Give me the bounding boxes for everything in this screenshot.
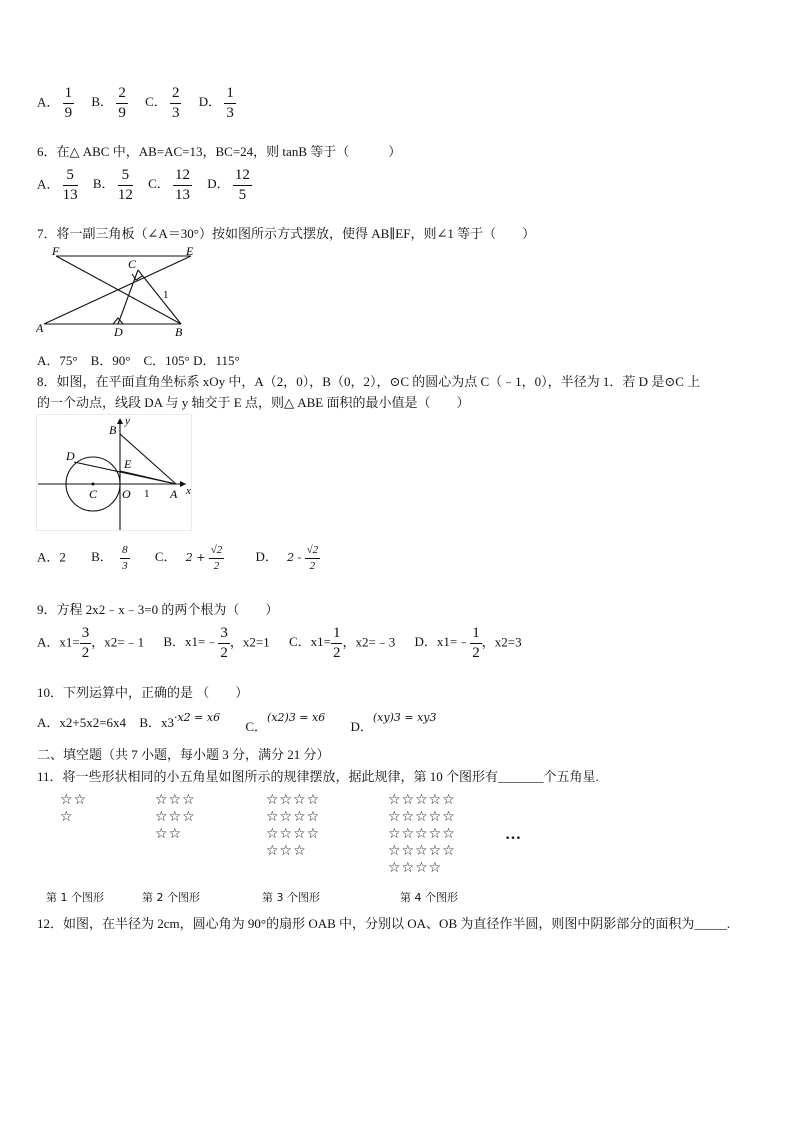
q9-stem: 9．方程 2x2﹣x﹣3=0 的两个根为（ ） <box>37 602 279 617</box>
label-y: y <box>125 415 130 427</box>
label-b: B <box>109 423 117 437</box>
q12-stem: 12．如图，在半径为 2cm，圆心角为 90°的扇形 OAB 中，分别以 OA、OB 为直径作半圆，则图中阴影部分的面积为_____. <box>37 916 731 931</box>
label-x: x <box>186 485 191 497</box>
q5-option-d-fraction: $\frac{1}{3}$ <box>226 85 234 121</box>
segment-ea <box>120 471 176 484</box>
q8-option-a-value: 2 <box>59 549 66 565</box>
star-row: ☆☆☆☆ <box>266 809 321 825</box>
label-o: O <box>122 487 131 501</box>
q9-options <box>37 626 522 661</box>
q7-options: A．75° B．90° C．105° D．115° <box>37 353 240 368</box>
q6-option-a-label: A． <box>37 176 60 192</box>
label-b: B <box>175 325 183 338</box>
q10-option-c-label: C． <box>245 719 268 734</box>
star-row: ☆☆☆☆☆ <box>388 843 456 859</box>
q6-option-c-fraction: $\frac{12}{13}$ <box>174 167 190 203</box>
q11-ellipsis: … <box>505 826 521 843</box>
label-c: C <box>89 487 98 501</box>
star-row: ☆☆☆☆☆ <box>388 792 456 808</box>
label-e: E <box>186 246 194 258</box>
star-row: ☆☆☆ <box>266 843 307 859</box>
label-1: 1 <box>144 488 150 500</box>
q8-option-d-label: D． <box>255 549 278 565</box>
q5-option-a-label: A． <box>37 94 60 110</box>
section-2-heading: 二、填空题（共 7 小题，每小题 3 分，满分 21 分） <box>37 747 330 762</box>
q5-option-b-label: B． <box>91 94 114 110</box>
q5-options <box>37 86 236 121</box>
q10-option-d-label: D． <box>350 719 373 734</box>
q11-caption-2: 第 2 个图形 <box>142 891 200 904</box>
star-row: ☆☆☆ <box>155 809 196 825</box>
q11-caption-4: 第 4 个图形 <box>400 891 458 904</box>
q9-option-b-fraction: $\frac{3}{2}$ <box>220 625 228 661</box>
q9-option-d-label: D．x1=﹣ <box>414 634 471 650</box>
star-row: ☆☆☆☆ <box>266 826 321 842</box>
q6-option-a-fraction: $\frac{5}{13}$ <box>62 167 78 203</box>
star-row: ☆☆☆☆☆ <box>388 826 456 842</box>
q5-option-a-fraction: $\frac{1}{9}$ <box>64 85 73 121</box>
q9-option-a-label: A．x1= <box>37 634 80 650</box>
q5-option-d-label: D． <box>198 94 222 110</box>
q6-option-c-label: C． <box>148 176 170 192</box>
q10-options <box>37 711 437 734</box>
star-row: ☆☆☆ <box>155 792 196 808</box>
q6-option-b-label: B． <box>92 176 115 192</box>
label-a: A <box>170 487 178 501</box>
q10-option-c-math: (x2)3 = x6 <box>267 711 326 724</box>
q11-caption-1: 第 1 个图形 <box>46 891 104 904</box>
label-a: A <box>36 321 44 335</box>
q6-option-d-label: D． <box>207 176 230 192</box>
star-row: ☆☆☆☆☆ <box>388 809 456 825</box>
star-row: ☆ <box>60 809 74 825</box>
y-arrow <box>117 418 123 424</box>
q8-option-d-prefix: 2 - <box>287 551 302 565</box>
star-row: ☆☆ <box>155 826 183 842</box>
q9-option-c-fraction: $\frac{1}{2}$ <box>332 625 341 661</box>
q7-triangle-figure <box>36 246 196 338</box>
q8-option-a-label: A． <box>37 549 60 565</box>
q9-option-a-rest: ，x2=﹣1 <box>91 634 145 650</box>
label-angle-1: 1 <box>163 289 169 301</box>
q8-option-b-label: B． <box>91 549 113 565</box>
q6-option-b-fraction: $\frac{5}{12}$ <box>117 167 133 203</box>
line-ae <box>44 256 191 324</box>
q8-option-b-fraction: $\frac{8}{3}$ <box>122 544 128 572</box>
q6-options <box>37 168 252 203</box>
q8-option-c-fraction: $\frac{√2}{2}$ <box>210 544 223 572</box>
line-cb <box>138 270 181 324</box>
q11-figure-1 <box>60 792 87 826</box>
q10-option-b-math: ·x2 = x6 <box>173 711 221 724</box>
q8-stem-line1: 8．如图，在平面直角坐标系 xOy 中，A（2，0），B（0，2），⊙C 的圆心为点 C（﹣1，0），半径为 1．若 D 是⊙C 上 <box>37 374 701 389</box>
label-d: D <box>66 449 75 463</box>
star-row: ☆☆☆☆ <box>266 792 321 808</box>
q5-option-c-fraction: $\frac{2}{3}$ <box>171 85 180 121</box>
q9-option-b-rest: ，x2=1 <box>229 634 270 650</box>
q6-option-d-fraction: $\frac{12}{5}$ <box>234 167 250 203</box>
label-f: F <box>52 246 60 258</box>
q8-stem-line2: 的一个动点，线段 DA 与 y 轴交于 E 点，则△ ABE 面积的最小值是（ ） <box>37 395 470 410</box>
q10-option-a: A．x2+5x2=6x4 <box>37 715 127 730</box>
label-e: E <box>124 457 132 471</box>
q10-stem: 10．下列运算中，正确的是 （ ） <box>37 685 249 700</box>
q9-option-d-fraction: $\frac{1}{2}$ <box>472 625 480 661</box>
q8-coordinate-figure <box>36 414 196 538</box>
q10-option-b-label: B．x3 <box>139 715 174 730</box>
q8-option-c-prefix: 2 + <box>185 551 206 565</box>
q9-option-c-rest: ，x2=﹣3 <box>342 634 396 650</box>
star-row: ☆☆☆☆ <box>388 860 443 876</box>
q8-option-c-label: C． <box>154 549 177 565</box>
q8-option-d-fraction: $\frac{√2}{2}$ <box>306 544 319 572</box>
q5-option-b-fraction: $\frac{2}{9}$ <box>118 85 126 121</box>
q11-figure-4 <box>388 792 456 877</box>
q9-option-d-rest: ，x2=3 <box>481 634 522 650</box>
label-d: D <box>114 325 123 338</box>
star-row: ☆☆ <box>60 792 88 808</box>
q10-option-d-math: (xy)3 = xy3 <box>372 711 437 724</box>
q11-caption-3: 第 3 个图形 <box>262 891 320 904</box>
q11-figure-3 <box>266 792 320 860</box>
q7-stem: 7．将一副三角板（∠A＝30°）按如图所示方式摆放，使得 AB∥EF，则∠1 等于（ ） <box>37 226 536 241</box>
q6-stem: 6．在△ ABC 中，AB=AC=13，BC=24，则 tanB 等于（ ） <box>37 144 402 159</box>
q9-option-b-label: B．x1=﹣ <box>163 634 219 650</box>
q8-options <box>37 545 320 572</box>
q11-stem: 11．将一些形状相同的小五角星如图所示的规律摆放，据此规律，第 10 个图形有_______个五角星. <box>37 769 599 784</box>
q5-option-c-label: C． <box>145 94 167 110</box>
q9-option-a-fraction: $\frac{3}{2}$ <box>81 625 90 661</box>
q9-option-c-label: C．x1= <box>288 634 331 650</box>
label-c: C <box>128 257 137 271</box>
q11-figure-2 <box>155 792 196 843</box>
